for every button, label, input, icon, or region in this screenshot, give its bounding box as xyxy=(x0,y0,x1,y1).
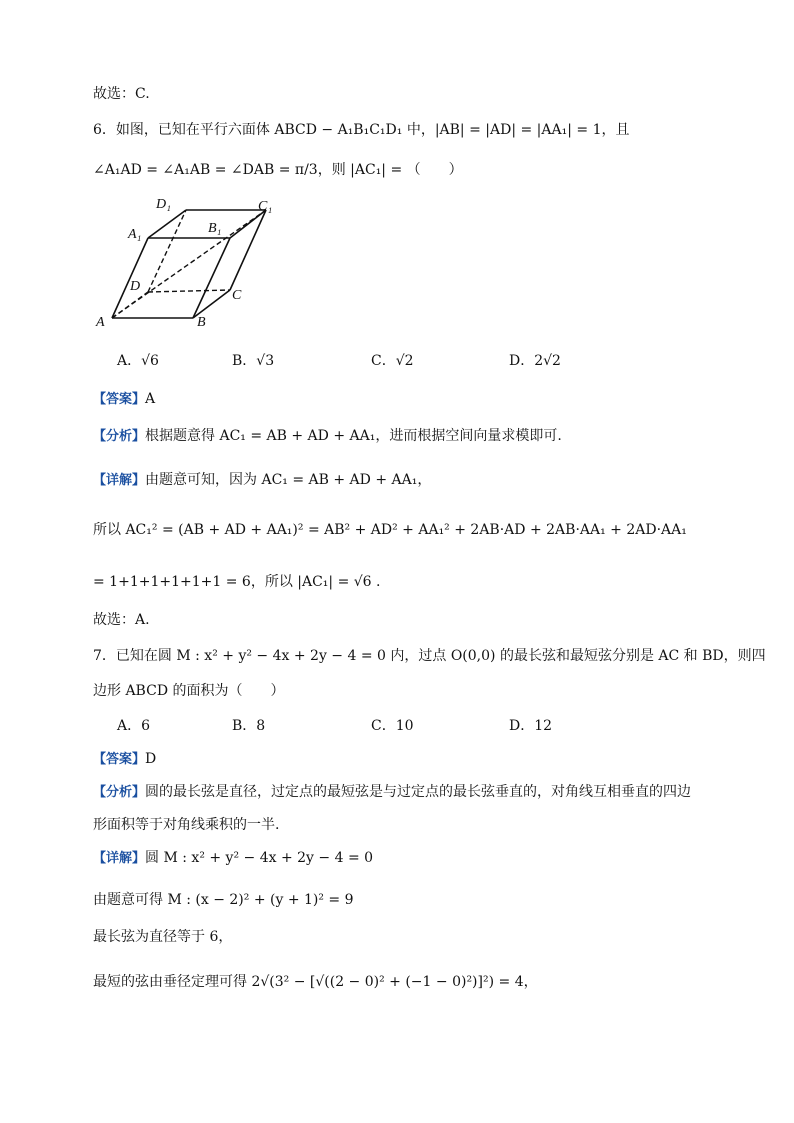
label-C: C xyxy=(232,288,242,303)
answer-tag: 【答案】 xyxy=(93,392,146,407)
q6-option-b: B．√3 xyxy=(232,353,275,369)
q7-option-b: B．8 xyxy=(232,718,266,734)
detail-text-line: 最长弦为直径等于 6， xyxy=(93,929,233,945)
detail-tag: 【详解】 xyxy=(93,473,146,488)
analysis-text: 圆的最长弦是直径，过定点的最短弦是与过定点的最长弦垂直的，对角线互相垂直的四边 xyxy=(145,784,692,800)
detail-text: 由题意可知，因为 AC₁ = AB + AD + AA₁， xyxy=(145,472,432,488)
analysis-tag: 【分析】 xyxy=(93,429,146,444)
edge-BC xyxy=(193,290,230,318)
label-D: D xyxy=(130,279,141,294)
detail-tag: 【详解】 xyxy=(93,851,146,866)
q7-option-a: A．6 xyxy=(117,718,151,734)
analysis-line-7-cont: 形面积等于对角线乘积的一半. xyxy=(93,817,280,833)
q6-option-d: D．2√2 xyxy=(509,353,561,369)
detail-equation-3: 由题意可得 M : (x − 2)² + (y + 1)² = 9 xyxy=(93,892,354,908)
edge-CC1 xyxy=(230,210,266,290)
answer-value: D xyxy=(145,751,157,767)
label-B1: B₁ xyxy=(208,221,222,236)
edge-B1C1 xyxy=(230,210,266,238)
question-7-stem-cont: 边形 ABCD 的面积为（ ） xyxy=(93,683,285,699)
label-A: A xyxy=(96,315,105,330)
detail-text: 圆 M : x² + y² − 4x + 2y − 4 = 0 xyxy=(145,850,374,866)
edge-A1D1 xyxy=(148,210,186,238)
analysis-line-6 xyxy=(93,426,562,447)
label-A1: A₁ xyxy=(128,227,142,242)
q7-option-d: D．12 xyxy=(509,718,553,734)
detail-equation-1: 所以 AC₁² = (AB + AD + AA₁)² = AB² + AD² + AA₁² + 2AB·AD + 2AB·AA₁ + 2AD·AA₁ xyxy=(93,522,687,538)
detail-equation-2: = 1+1+1+1+1+1 = 6，所以 |AC₁| = √6 . xyxy=(93,574,381,590)
analysis-text: 根据题意得 AC₁ = AB + AD + AA₁，进而根据空间向量求模即可. xyxy=(145,428,562,444)
q6-option-c: C．√2 xyxy=(371,353,414,369)
analysis-line-7 xyxy=(93,782,691,803)
question-6-stem-cont: ∠A₁AD = ∠A₁AB = ∠DAB = π/3，则 |AC₁| = （ ） xyxy=(93,162,463,178)
answer-line-6 xyxy=(93,389,155,410)
label-C1: C₁ xyxy=(258,199,273,214)
detail-line-6 xyxy=(93,470,431,491)
edge-DC-hidden xyxy=(148,290,230,292)
label-B: B xyxy=(197,315,206,330)
question-7-stem: 7．已知在圆 M : x² + y² − 4x + 2y − 4 = 0 内，过点 O(0,0) 的最长弦和最短弦分别是 AC 和 BD，则四 xyxy=(93,648,766,664)
parallelepiped-figure xyxy=(90,190,290,335)
edge-BB1 xyxy=(193,238,230,318)
detail-line-7 xyxy=(93,848,373,869)
analysis-tag: 【分析】 xyxy=(93,785,146,800)
q6-option-a: A．√6 xyxy=(117,353,159,369)
question-6-stem: 6．如图，已知在平行六面体 ABCD − A₁B₁C₁D₁ 中，|AB| = |AD| = |AA₁| = 1，且 xyxy=(93,122,630,138)
text-line: 故选：A. xyxy=(93,612,150,628)
text-line: 故选：C. xyxy=(93,86,150,102)
label-D1: D₁ xyxy=(156,197,171,212)
edge-AA1 xyxy=(112,238,148,318)
detail-equation-4: 最短的弦由垂径定理可得 2√(3² − [√((2 − 0)² + (−1 − 0)²)]²) = 4， xyxy=(93,974,538,990)
q7-option-c: C．10 xyxy=(371,718,414,734)
answer-tag: 【答案】 xyxy=(93,752,146,767)
answer-value: A xyxy=(145,391,156,407)
answer-line-7 xyxy=(93,749,156,770)
